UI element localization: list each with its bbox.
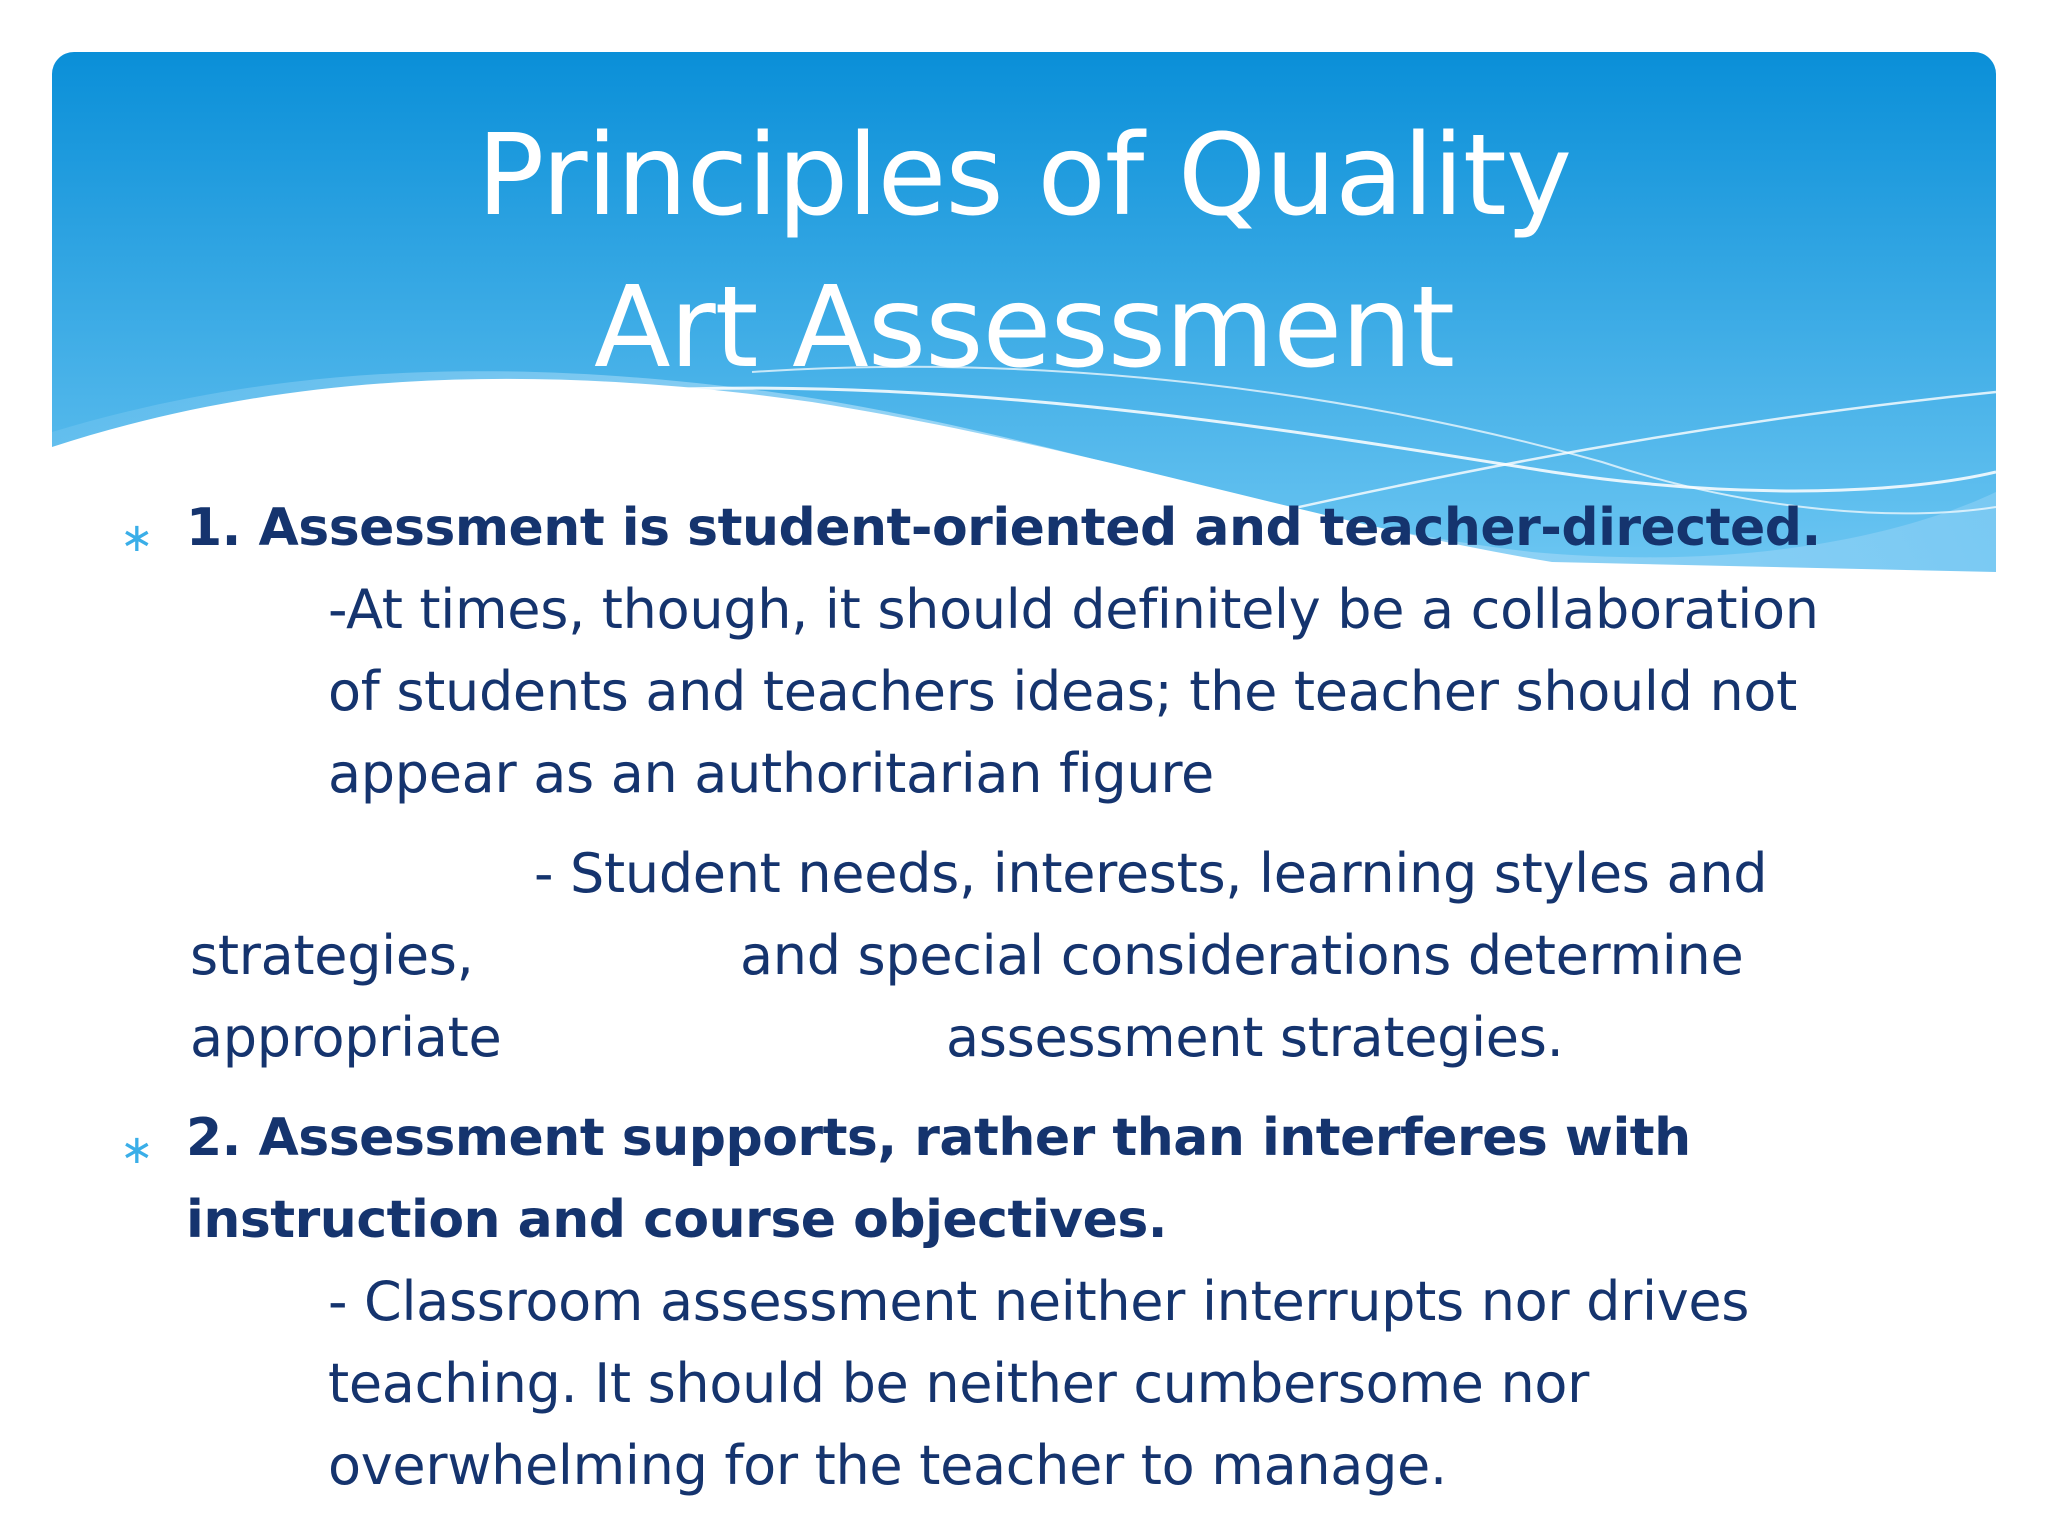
slide-title — [52, 100, 1996, 404]
bullet-1-sub-line-3: appear as an authoritarian figure — [328, 742, 1214, 805]
bullet-1-sub2-line-1: - Student needs, interests, learning styles and — [534, 842, 1768, 905]
bullet-1-sub2-line-2a: strategies, — [190, 924, 474, 987]
bullet-1-sub2-line-3b: assessment strategies. — [946, 1006, 1564, 1069]
bullet-2-sub-line-3: overwhelming for the teacher to manage. — [328, 1434, 1447, 1497]
bullet-2-heading-line-1: 2. Assessment supports, rather than interferes with — [186, 1108, 1691, 1168]
bullet-1-sub-line-1: -At times, though, it should definitely be a collaboration — [328, 578, 1819, 641]
bullet-marker-2: ∗ — [120, 1127, 154, 1173]
bullet-2-sub-line-2: teaching. It should be neither cumbersome nor — [328, 1352, 1590, 1415]
bullet-1-sub-line-2: of students and teachers ideas; the teacher should not — [328, 660, 1797, 723]
bullet-1-sub2-line-2b: and special considerations determine — [740, 924, 1744, 987]
bullet-1-heading: 1. Assessment is student-oriented and teacher-directed. — [186, 498, 1821, 558]
bullet-2-heading-line-2: instruction and course objectives. — [186, 1190, 1168, 1250]
title-line-2: Art Assessment — [593, 263, 1454, 393]
bullet-2-sub-line-1: - Classroom assessment neither interrupts nor drives — [328, 1270, 1750, 1333]
title-line-1: Principles of Quality — [476, 111, 1572, 241]
bullet-1-sub2-line-3a: appropriate — [190, 1006, 502, 1069]
bullet-marker-1: ∗ — [120, 515, 154, 561]
